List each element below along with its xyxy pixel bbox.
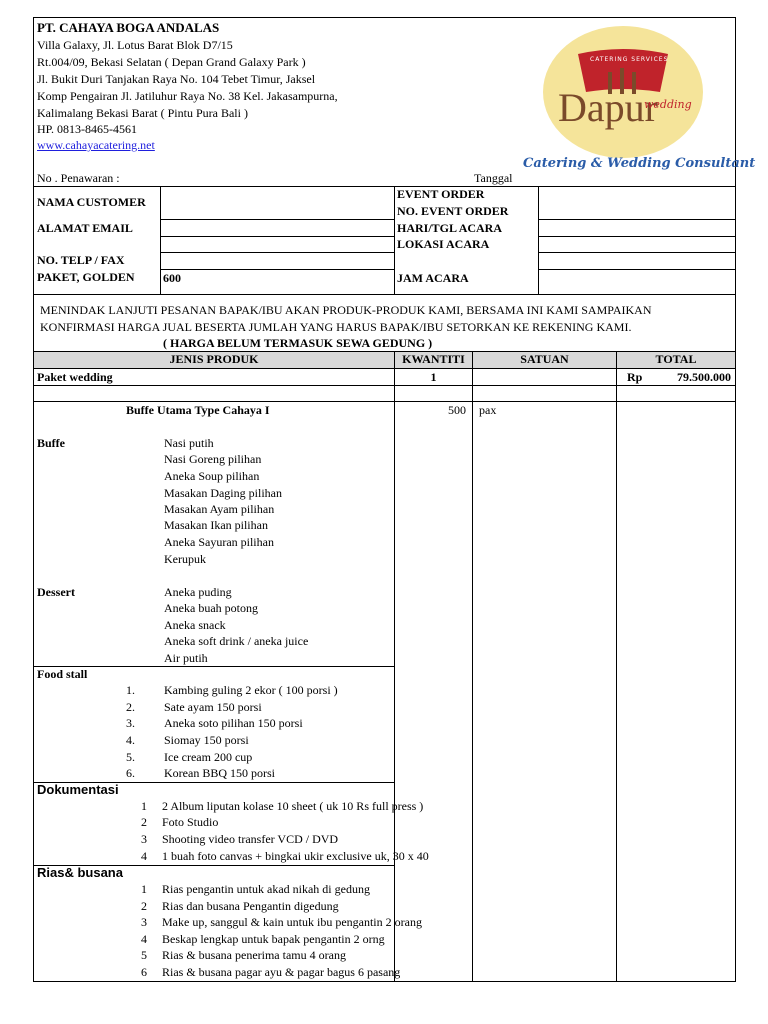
- foodstall-label: Food stall: [37, 667, 88, 681]
- label-event-location: LOKASI ACARA: [397, 237, 490, 251]
- phone-number: HP. 0813-8465-4561: [37, 122, 138, 136]
- list-number: 3: [141, 915, 147, 929]
- label-customer-name: NAMA CUSTOMER: [37, 195, 146, 209]
- buffet-qty: 500: [448, 403, 466, 417]
- list-number: 1: [141, 799, 147, 813]
- notice-line: KONFIRMASI HARGA JUAL BESERTA JUMLAH YANG HARUS BAPAK/IBU SETORKAN KE REKENING KAMI.: [40, 320, 632, 334]
- website-link[interactable]: www.cahayacatering.net: [37, 138, 155, 152]
- header-unit: SATUAN: [520, 352, 569, 366]
- list-item: Rias & busana pagar ayu & pagar bagus 6 pasang: [162, 965, 401, 979]
- list-number: 1: [141, 882, 147, 896]
- company-name: PT. CAHAYA BOGA ANDALAS: [37, 20, 220, 35]
- list-item: Masakan Ikan pilihan: [164, 518, 268, 532]
- label-event-time: JAM ACARA: [397, 271, 469, 285]
- logo-small: wedding: [644, 98, 692, 111]
- list-number: 2: [141, 899, 147, 913]
- list-item: Aneka Sayuran pilihan: [164, 535, 274, 549]
- list-item: 1 buah foto canvas + bingkai ukir exclusive uk, 30 x 40: [162, 849, 429, 863]
- logo-brand: Dapur: [558, 85, 658, 130]
- list-item: Sate ayam 150 porsi: [164, 700, 262, 714]
- address-line: Komp Pengairan Jl. Jatiluhur Raya No. 38 Kel. Jakasampurna,: [37, 89, 338, 103]
- list-number: 4: [141, 849, 147, 863]
- list-item: Siomay 150 porsi: [164, 733, 249, 747]
- logo-tagline: Catering & Wedding Consultant: [523, 156, 756, 171]
- list-item: Aneka soto pilihan 150 porsi: [164, 716, 303, 730]
- label-event-order: EVENT ORDER: [397, 187, 485, 201]
- label-email: ALAMAT EMAIL: [37, 221, 133, 235]
- rias-label: Rias& busana: [37, 865, 123, 880]
- package-currency: Rp: [627, 370, 643, 384]
- list-number: 6: [141, 965, 147, 979]
- label-package: PAKET, GOLDEN: [37, 270, 135, 284]
- list-item: Beskap lengkap untuk bapak pengantin 2 orng: [162, 932, 385, 946]
- list-item: 2 Album liputan kolase 10 sheet ( uk 10 Rs full press ): [162, 799, 424, 813]
- list-item: Aneka soft drink / aneka juice: [164, 634, 309, 648]
- list-item: Masakan Ayam pilihan: [164, 502, 275, 516]
- list-number: 5: [141, 948, 147, 962]
- list-item: Nasi putih: [164, 436, 214, 450]
- notice-note: ( HARGA BELUM TERMASUK SEWA GEDUNG ): [163, 336, 433, 350]
- list-item: Shooting video transfer VCD / DVD: [162, 832, 339, 846]
- logo-badge: CATERING SERVICES: [590, 56, 669, 63]
- address-line: Villa Galaxy, Jl. Lotus Barat Blok D7/15: [37, 38, 233, 52]
- package-qty: 1: [430, 370, 437, 384]
- list-item: Masakan Daging pilihan: [164, 486, 282, 500]
- list-number: 1.: [126, 683, 135, 697]
- list-number: 6.: [126, 766, 135, 780]
- package-value: 600: [163, 271, 181, 285]
- list-item: Rias pengantin untuk akad nikah di gedung: [162, 882, 370, 896]
- header-qty: KWANTITI: [402, 352, 465, 366]
- header-total: TOTAL: [655, 352, 697, 366]
- list-item: Aneka snack: [164, 618, 226, 632]
- offer-no-label: No . Penawaran :: [37, 171, 120, 185]
- list-number: 4.: [126, 733, 135, 747]
- list-item: Aneka puding: [164, 585, 232, 599]
- label-event-number: NO. EVENT ORDER: [397, 204, 509, 218]
- label-phone: NO. TELP / FAX: [37, 253, 125, 267]
- list-number: 2: [141, 815, 147, 829]
- header-product: JENIS PRODUK: [169, 352, 259, 366]
- list-item: Aneka buah potong: [164, 601, 258, 615]
- address-line: Jl. Bukit Duri Tanjakan Raya No. 104 Tebet Timur, Jaksel: [37, 72, 316, 86]
- list-number: 4: [141, 932, 147, 946]
- list-item: Kambing guling 2 ekor ( 100 porsi ): [164, 683, 338, 697]
- list-item: Foto Studio: [162, 815, 219, 829]
- buffe-label: Buffe: [37, 436, 65, 450]
- dokumentasi-label: Dokumentasi: [37, 782, 119, 797]
- offer-date-label: Tanggal: [474, 171, 513, 185]
- address-line: Rt.004/09, Bekasi Selatan ( Depan Grand Galaxy Park ): [37, 55, 306, 69]
- list-item: Kerupuk: [164, 552, 206, 566]
- list-item: Aneka Soup pilihan: [164, 469, 260, 483]
- buffet-unit: pax: [479, 403, 497, 417]
- list-item: Air putih: [164, 651, 208, 665]
- notice-line: MENINDAK LANJUTI PESANAN BAPAK/IBU AKAN PRODUK-PRODUK KAMI, BERSAMA INI KAMI SAMPAIKAN: [40, 303, 652, 317]
- list-item: Rias & busana penerima tamu 4 orang: [162, 948, 346, 962]
- label-event-date: HARI/TGL ACARA: [397, 221, 503, 235]
- list-item: Korean BBQ 150 porsi: [164, 766, 275, 780]
- list-number: 3: [141, 832, 147, 846]
- list-item: Rias dan busana Pengantin digedung: [162, 899, 339, 913]
- list-item: Make up, sanggul & kain untuk ibu pengantin 2 orang: [162, 915, 422, 929]
- package-name: Paket wedding: [37, 370, 113, 384]
- list-number: 3.: [126, 716, 135, 730]
- list-item: Ice cream 200 cup: [164, 750, 253, 764]
- buffet-title: Buffe Utama Type Cahaya I: [126, 403, 270, 417]
- list-item: Nasi Goreng pilihan: [164, 452, 262, 466]
- package-total: 79.500.000: [677, 370, 731, 384]
- list-number: 5.: [126, 750, 135, 764]
- dessert-label: Dessert: [37, 585, 75, 599]
- address-line: Kalimalang Bekasi Barat ( Pintu Pura Bali ): [37, 106, 248, 120]
- list-number: 2.: [126, 700, 135, 714]
